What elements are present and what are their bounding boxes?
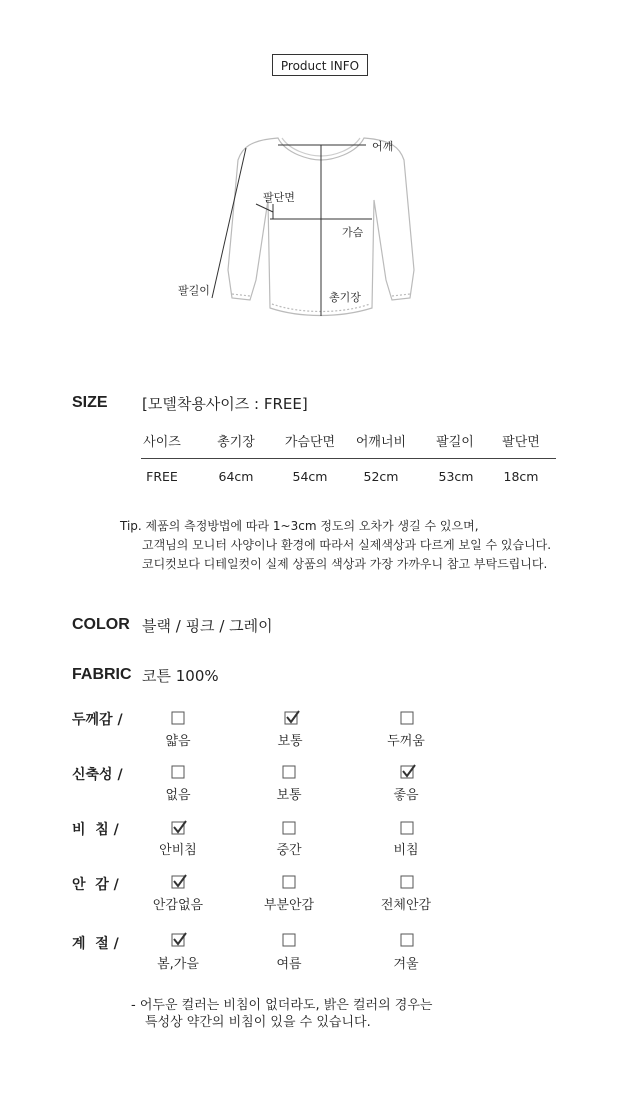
note-line-1: - 어두운 컬러는 비침이 없더라도, 밝은 컬러의 경우는 [131, 998, 433, 1013]
size-header-shoulder: 어깨너비 [355, 435, 407, 450]
color-title: COLOR [72, 616, 130, 633]
diagram-label-sleeve-width: 팔단면 [263, 191, 295, 204]
color-value: 블랙 / 핑크 / 그레이 [142, 617, 273, 635]
size-header-chest: 가슴단면 [284, 435, 336, 450]
season-option-1-label: 봄,가을 [157, 957, 199, 972]
transparency-option-2-checkbox[interactable] [282, 820, 300, 840]
thickness-option-1-checkbox[interactable] [171, 710, 189, 730]
lining-option-3-checkbox[interactable] [400, 874, 418, 894]
size-value-total-length: 64cm [218, 469, 254, 484]
checked-box-icon [171, 820, 189, 836]
season-option-3-checkbox[interactable] [400, 932, 418, 952]
size-value-chest: 54cm [292, 469, 328, 484]
season-option-1-checkbox[interactable] [171, 932, 189, 952]
elasticity-option-3-label: 좋음 [393, 788, 419, 803]
empty-box-icon [400, 820, 418, 836]
thickness-option-1-label: 얇음 [165, 734, 191, 749]
lining-option-2-checkbox[interactable] [282, 874, 300, 894]
size-header-sleeve-width: 팔단면 [502, 435, 540, 450]
lining-option-1-label: 안감없음 [152, 898, 204, 913]
transparency-option-1-checkbox[interactable] [171, 820, 189, 840]
transparency-label: 비 침 / [72, 822, 119, 838]
empty-box-icon [282, 764, 300, 780]
elasticity-option-2-label: 보통 [276, 788, 302, 803]
thickness-label: 두께감 / [72, 712, 123, 728]
diagram-label-shoulder: 어깨 [372, 140, 394, 153]
size-value-shoulder: 52cm [363, 469, 399, 484]
tip-line-3: 코디컷보다 디테일컷이 실제 상품의 색상과 가장 가까우니 참고 부탁드립니다. [142, 557, 548, 571]
season-option-2-label: 여름 [276, 957, 302, 972]
size-header-size: 사이즈 [143, 435, 181, 450]
lining-option-3-label: 전체안감 [380, 898, 432, 913]
elasticity-option-2-checkbox[interactable] [282, 764, 300, 784]
transparency-option-3-label: 비침 [393, 843, 419, 858]
checked-box-icon [171, 932, 189, 948]
empty-box-icon [171, 710, 189, 726]
lining-label: 안 감 / [72, 877, 119, 893]
size-header-total-length: 총기장 [217, 435, 255, 450]
lining-option-2-label: 부분안감 [263, 898, 315, 913]
transparency-option-1-label: 안비침 [159, 843, 197, 858]
season-label: 계 절 / [72, 936, 119, 952]
empty-box-icon [282, 932, 300, 948]
tip-line-2: 고객님의 모니터 사양이나 환경에 따라서 실제색상과 다르게 보일 수 있습니다. [142, 538, 552, 552]
elasticity-option-1-label: 없음 [165, 788, 191, 803]
thickness-option-2-checkbox[interactable] [284, 710, 302, 730]
elasticity-label: 신축성 / [72, 767, 123, 783]
size-value-size: FREE [146, 469, 178, 484]
diagram-label-sleeve-length: 팔길이 [178, 284, 210, 297]
empty-box-icon [282, 874, 300, 890]
checked-box-icon [284, 710, 302, 726]
size-header-sleeve-length: 팔길이 [436, 435, 474, 450]
season-option-3-label: 겨울 [393, 957, 419, 972]
checked-box-icon [400, 764, 418, 780]
thickness-option-3-label: 두꺼움 [387, 734, 425, 749]
model-size: [모델착용사이즈 : FREE] [142, 395, 308, 413]
elasticity-option-3-checkbox[interactable] [400, 764, 418, 784]
note-line-2: 특성상 약간의 비침이 있을 수 있습니다. [145, 1015, 371, 1030]
transparency-option-3-checkbox[interactable] [400, 820, 418, 840]
size-title: SIZE [72, 394, 108, 411]
size-value-sleeve-width: 18cm [503, 469, 539, 484]
lining-option-1-checkbox[interactable] [171, 874, 189, 894]
fabric-title: FABRIC [72, 666, 132, 683]
tip-line-1: Tip. 제품의 측정방법에 따라 1~3cm 정도의 오차가 생길 수 있으며, [120, 519, 479, 533]
elasticity-option-1-checkbox[interactable] [171, 764, 189, 784]
diagram-label-total-length: 총기장 [329, 291, 361, 304]
empty-box-icon [282, 820, 300, 836]
thickness-option-2-label: 보통 [277, 734, 303, 749]
diagram-label-chest: 가슴 [342, 226, 364, 239]
fabric-value: 코튼 100% [142, 667, 219, 685]
size-value-sleeve-length: 53cm [438, 469, 474, 484]
thickness-option-3-checkbox[interactable] [400, 710, 418, 730]
empty-box-icon [400, 874, 418, 890]
checked-box-icon [171, 874, 189, 890]
product-info-label: Product INFO [272, 54, 368, 76]
transparency-option-2-label: 중간 [276, 843, 302, 858]
season-option-2-checkbox[interactable] [282, 932, 300, 952]
empty-box-icon [400, 710, 418, 726]
empty-box-icon [400, 932, 418, 948]
empty-box-icon [171, 764, 189, 780]
